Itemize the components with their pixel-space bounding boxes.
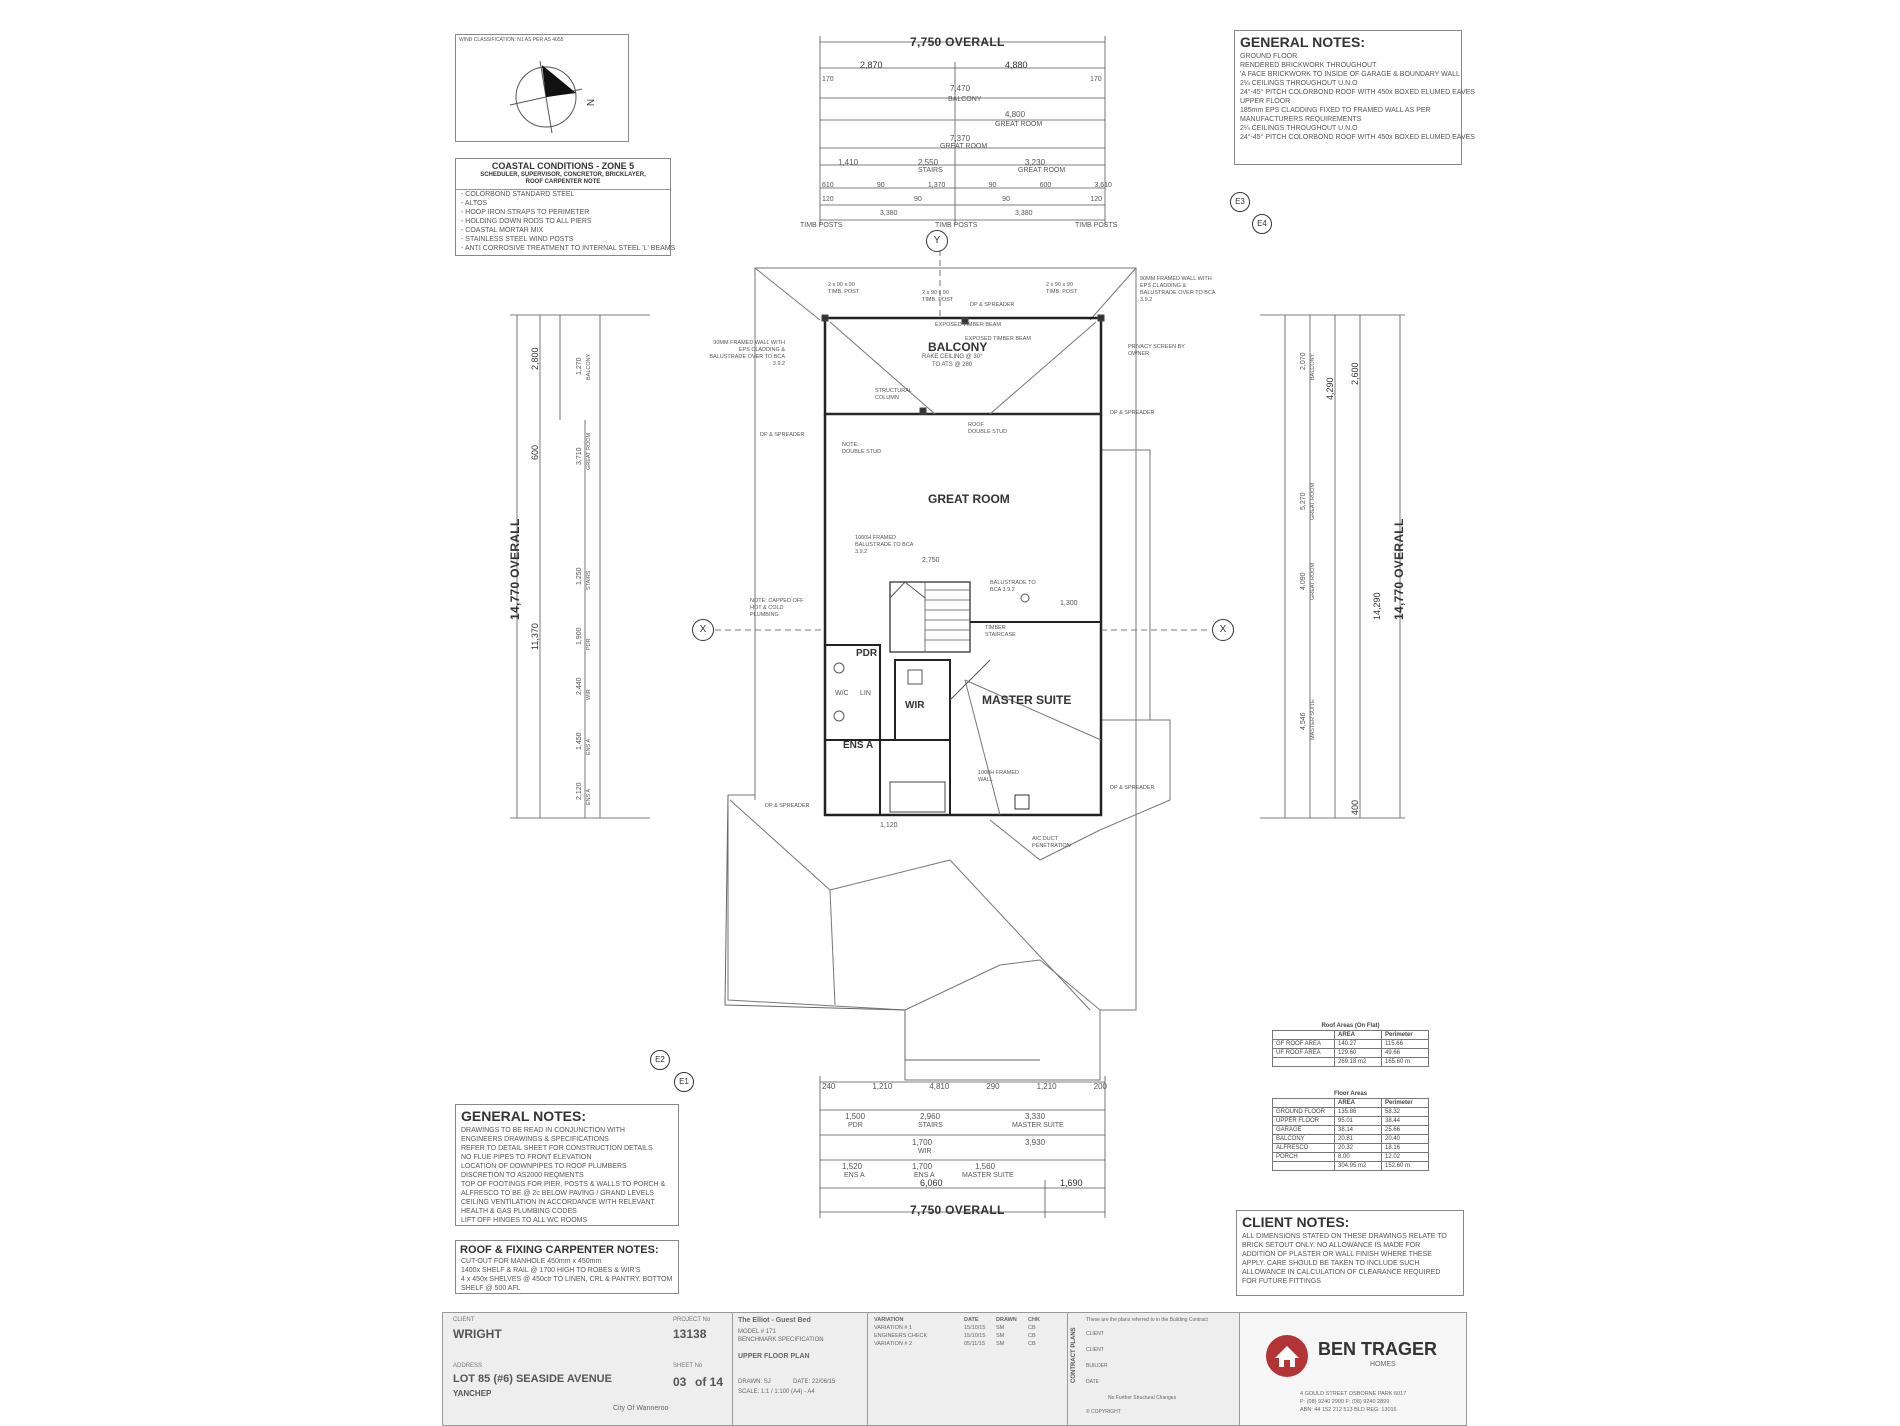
section-marker-x-right: X — [1212, 619, 1234, 641]
table-cell: 135.86 — [1335, 1108, 1382, 1117]
table-cell: GROUND FLOOR — [1273, 1108, 1335, 1117]
table-cell: 20.40 — [1382, 1135, 1429, 1144]
drawing-title: UPPER FLOOR PLAN — [738, 1353, 810, 1360]
left-dim-seg: 2,120 — [576, 782, 583, 800]
left-dim-seg-label: STAIRS — [586, 570, 592, 590]
top-end-mark-r: 170 — [1090, 76, 1102, 83]
note-timber-staircase: TIMBER STAIRCASE — [985, 625, 1016, 638]
right-dim-seg-label: GREAT ROOM — [1310, 562, 1316, 600]
table-cell: UPPER FLOOR — [1273, 1117, 1335, 1126]
top-dim-row1-b: 4,880 — [1005, 60, 1028, 70]
title-block-design — [732, 1312, 869, 1426]
site-suburb: YANCHEP — [453, 1389, 492, 1398]
right-dim-seg-label: BALCONY — [1310, 353, 1316, 380]
top-overall-dim: 7,750 OVERALL — [910, 35, 1005, 49]
top-dim-row4-a: 1,410 — [838, 158, 859, 167]
left-dim-seg-label: WIR — [586, 689, 592, 700]
room-balcony: BALCONY — [928, 340, 988, 354]
table-cell: 12.02 — [1382, 1153, 1429, 1162]
top-dim-row6-3: 120 — [1090, 196, 1102, 203]
table-header-cell: AREA — [1335, 1099, 1382, 1108]
elevation-marker-e1: E1 — [674, 1072, 694, 1092]
variation-header-cell: VARIATION — [874, 1317, 904, 1323]
bottom-dim-row2-b-label: STAIRS — [918, 1122, 943, 1129]
table-cell: 58.32 — [1382, 1108, 1429, 1117]
model-no: MODEL # 171 — [738, 1329, 776, 1335]
top-dim-row5-5: 3,610 — [1094, 182, 1112, 189]
note-line: GROUND FLOOR — [1240, 53, 1298, 60]
note-structural-column: STRUCTURAL COLUMN — [875, 388, 912, 401]
drawn-date: DATE: 22/06/15 — [793, 1379, 836, 1385]
top-dim-row7-a: 3,380 — [880, 210, 898, 217]
note-line: APPLY. CARE SHOULD BE TAKEN TO INCLUDE SUCH — [1242, 1260, 1420, 1267]
top-dim-row5-4: 600 — [1039, 182, 1052, 189]
top-dim-row1-a: 2,870 — [860, 60, 883, 70]
project-no: 13138 — [673, 1327, 707, 1341]
sign-date: DATE — [1086, 1379, 1099, 1385]
dim-2750: 2,750 — [922, 557, 940, 564]
table-cell: UF ROOF AREA — [1273, 1049, 1335, 1058]
left-dim-seg: 3,710 — [576, 447, 583, 465]
room-wc: W/C — [835, 690, 849, 697]
title-block-contract — [1067, 1312, 1241, 1426]
right-dim-c: 4,290 — [1325, 377, 1335, 400]
right-dim-seg: 5,270 — [1300, 492, 1307, 510]
table-cell: 18.16 — [1382, 1144, 1429, 1153]
bottom-dim-row3-a: 1,700 — [912, 1138, 933, 1147]
right-overall-dim: 14,770 OVERALL — [1392, 518, 1406, 620]
council: City Of Wanneroo — [613, 1405, 669, 1412]
top-dim-row5 — [822, 182, 1112, 189]
note-line: - COASTAL MORTAR MIX — [461, 227, 544, 234]
variation-cell: 15/10/15 — [964, 1325, 986, 1331]
sheet-no: 03 — [673, 1375, 687, 1389]
note-line: LOCATION OF DOWNPIPES TO ROOF PLUMBERS — [461, 1163, 627, 1170]
ben-trager-logo-icon — [1264, 1333, 1310, 1379]
variation-cell: VARIATION # 1 — [874, 1325, 913, 1331]
note-line: ADDITION OF PLASTER OR WALL FINISH WHERE THESE — [1242, 1251, 1432, 1258]
bottom-dim-row1-3: 290 — [986, 1082, 1000, 1091]
variation-cell: CB — [1028, 1341, 1036, 1347]
table-cell: 304.95 m2 — [1335, 1162, 1382, 1171]
table-cell: 165.60 m — [1382, 1058, 1429, 1067]
top-dim-row2a-label: BALCONY — [948, 96, 982, 103]
great-room-walls — [825, 414, 1101, 815]
note-line: ALFRESCO TO BE @ 2c BELOW PAVING / GRAND LEVELS — [461, 1190, 654, 1197]
table-cell: 49.66 — [1382, 1049, 1429, 1058]
sheet-of: of 14 — [695, 1375, 724, 1389]
note-line: 1400x SHELF & RAIL @ 1700 HIGH TO ROBES & WIR'S — [461, 1267, 641, 1274]
timb-posts-label-3: TIMB POSTS — [1075, 222, 1118, 229]
note-line: NO FLUE PIPES TO FRONT ELEVATION — [461, 1154, 592, 1161]
title-block-variations — [867, 1312, 1069, 1426]
section-marker-x-left: X — [692, 619, 714, 641]
top-dim-row6-0: 120 — [822, 196, 834, 203]
right-dim-seg: 4,546 — [1300, 712, 1307, 730]
table-cell: BALCONY — [1273, 1135, 1335, 1144]
variation-header-row — [874, 1317, 1062, 1323]
right-dim-end: 400 — [1350, 799, 1360, 815]
bottom-dim-row2-c-label: MASTER SUITE — [1012, 1122, 1064, 1129]
drawing-scale: SCALE: 1:1 / 1:100 (A4) - A4 — [738, 1389, 815, 1395]
note-framed-wall-bottom: 1000H FRAMED WALL — [978, 770, 1019, 783]
balcony-ceiling-note-2: TO ATS @ 280 — [932, 362, 973, 368]
bottom-dim-row4-c-label: MASTER SUITE — [962, 1172, 1014, 1179]
left-dim-seg-label: ENS A — [586, 738, 592, 755]
client-name: WRIGHT — [453, 1327, 502, 1341]
variation-cell: SM — [996, 1333, 1005, 1339]
elevation-marker-e3: E3 — [1230, 192, 1250, 212]
table-cell: GF ROOF AREA — [1273, 1040, 1335, 1049]
room-great-room: GREAT ROOM — [928, 492, 1010, 506]
general-notes-bottom-title: GENERAL NOTES: — [461, 1108, 586, 1124]
variation-cell: CB — [1028, 1325, 1036, 1331]
table-cell: 129.60 — [1335, 1049, 1382, 1058]
right-dim-seg: 2,070 — [1300, 352, 1307, 370]
bottom-dim-row4-c: 1,560 — [975, 1162, 996, 1171]
note-line: 'A FACE BRICKWORK TO INSIDE OF GARAGE & BOUNDARY WALL — [1240, 71, 1460, 78]
sheet-label: SHEET No — [673, 1363, 703, 1369]
bottom-dim-row3-b: 3,930 — [1025, 1138, 1046, 1147]
company-name: BEN TRAGER — [1318, 1339, 1438, 1359]
variation-cell: 15/10/15 — [964, 1333, 986, 1339]
note-line: TOP OF FOOTINGS FOR PIER, POSTS & WALLS TO PORCH & — [461, 1181, 666, 1188]
table-header-cell: AREA — [1335, 1031, 1382, 1040]
note-line: ALLOWANCE IN CALCULATION OF CLEARANCE REQUIRED — [1242, 1269, 1441, 1276]
note-exposed-beam: EXPOSED TIMBER BEAM — [935, 322, 1001, 328]
note-line: - COLORBOND STANDARD STEEL — [461, 191, 575, 198]
table-cell: GARAGE — [1273, 1126, 1335, 1135]
table-cell: 140.27 — [1335, 1040, 1382, 1049]
coastal-subtitle: SCHEDULER, SUPERVISOR, CONCRETOR, BRICKLAYER, ROOF CARPENTER NOTE — [480, 172, 646, 185]
upper-roof-outline — [728, 268, 1136, 1080]
bottom-dim-row2-a: 1,500 — [845, 1112, 866, 1121]
bottom-dim-row2-b: 2,960 — [920, 1112, 941, 1121]
variation-cell: CB — [1028, 1333, 1036, 1339]
bottom-overall-dim: 7,750 OVERALL — [910, 1203, 1005, 1217]
table-header-cell: Perimeter — [1382, 1099, 1429, 1108]
table-cell: PORCH — [1273, 1153, 1335, 1162]
note-dp-spreader-right: DP & SPREADER — [1110, 410, 1155, 416]
left-dim-seg: 1,450 — [576, 732, 583, 750]
left-dim-a: 11,370 — [530, 623, 540, 650]
left-dim-seg-label: BALCONY — [586, 353, 592, 380]
bottom-dim-row3-a-label: WIR — [918, 1148, 932, 1155]
note-line: UPPER FLOOR — [1240, 98, 1291, 105]
bottom-dim-row1-0: 240 — [822, 1082, 836, 1091]
bottom-dim-row5-b: 1,690 — [1060, 1178, 1083, 1188]
note-line: BRICK SETOUT ONLY. NO ALLOWANCE IS MADE FOR — [1242, 1242, 1421, 1249]
client-notes-title: CLIENT NOTES: — [1242, 1214, 1350, 1230]
contract-approve-text: These are the plans referred to in the Building Contract — [1086, 1317, 1208, 1323]
note-line: DISCRETION TO AS2000 REQMENTS — [461, 1172, 584, 1179]
sign-builder: BUILDER — [1086, 1363, 1108, 1369]
note-line: LIFT OFF HINGES TO ALL WC ROOMS — [461, 1217, 588, 1224]
room-ensuite: ENS A — [843, 740, 874, 751]
table-cell: 38.14 — [1335, 1126, 1382, 1135]
coastal-title: COASTAL CONDITIONS - ZONE 5 — [491, 161, 635, 171]
dim-1300: 1,300 — [1060, 600, 1078, 607]
top-dim-row4-b-label: STAIRS — [918, 167, 943, 174]
bottom-dim-row4-a-label: ENS A — [844, 1172, 865, 1179]
note-line: CEILING VENTILATION IN ACCORDANCE WITH RELEVANT — [461, 1199, 655, 1206]
note-line: DRAWINGS TO BE READ IN CONJUNCTION WITH — [461, 1127, 625, 1134]
variation-header-cell: DATE — [964, 1317, 979, 1323]
roof-fixing-title: ROOF & FIXING CARPENTER NOTES: — [460, 1244, 659, 1256]
wind-classification-title: WIND CLASSIFICATION: N1 AS PER AS 4055 — [459, 37, 564, 43]
note-line: - ANTI CORROSIVE TREATMENT TO INTERNAL STEEL 'L' BEAMS — [461, 245, 676, 252]
note-line: 24°-45° PITCH COLORBOND ROOF WITH 450x BOXED ELUMED EAVES — [1240, 89, 1475, 96]
note-line: CUT-OUT FOR MANHOLE 450mm x 450mm — [461, 1258, 602, 1265]
note-roof-double-stud: ROOF DOUBLE STUD — [968, 422, 1008, 435]
note-balustrade: BALUSTRADE TO BCA 3.9.2 — [990, 580, 1036, 593]
table-caption: Roof Areas (On Flat) — [1321, 1023, 1380, 1029]
variation-cell: 05/11/15 — [964, 1341, 986, 1347]
top-dim-row4-c-label: GREAT ROOM — [1018, 167, 1066, 174]
table-cell: 152.60 m — [1382, 1162, 1429, 1171]
left-dim-seg: 1,250 — [576, 567, 583, 585]
top-dim-row5-0: 610 — [822, 182, 834, 189]
company-sub: HOMES — [1370, 1361, 1396, 1368]
note-line: - STAINLESS STEEL WIND POSTS — [461, 236, 574, 243]
company-address-3: ABN: 44 152 212 513 BLD REG: 13016 — [1300, 1407, 1397, 1413]
bottom-dim-row2-a-label: PDR — [848, 1122, 863, 1129]
left-dim-b: 2,800 — [530, 347, 540, 370]
table-header-cell: Perimeter — [1382, 1031, 1429, 1040]
variations-table — [874, 1317, 1062, 1347]
right-dim-a: 14,290 — [1372, 592, 1382, 620]
variation-cell: ENGINEERS CHECK — [874, 1333, 928, 1339]
note-dp-spreader-top: DP & SPREADER — [970, 302, 1015, 308]
variation-header-cell: DRAWN — [996, 1317, 1017, 1323]
balcony-ceiling-note: RAKE CEILING @ 30° — [922, 354, 983, 360]
note-timb-post-right: 2 x 90 x 90 TIMB. POST — [1046, 282, 1078, 295]
note-double-stud: NOTE: DOUBLE STUD — [842, 442, 882, 455]
bottom-dim-row5-a: 6,060 — [920, 1178, 943, 1188]
site-address: LOT 85 (#6) SEASIDE AVENUE — [453, 1373, 612, 1385]
top-dim-row3-label: GREAT ROOM — [940, 143, 988, 150]
note-framed-wall-right: 90MM FRAMED WALL WITH EPS CLADDING & BALUSTRADE OVER TO BCA 3.9.2 — [1140, 276, 1216, 303]
project-no-label: PROJECT No — [673, 1317, 711, 1323]
company-address-1: 4 GOULD STREET OSBORNE PARK 6017 — [1300, 1391, 1407, 1397]
note-line: RENDERED BRICKWORK THROUGHOUT — [1240, 62, 1377, 69]
note-timb-post-left: 2 x 90 x 90 TIMB. POST — [828, 282, 860, 295]
staircase — [890, 582, 970, 652]
table-cell: 38.44 — [1382, 1117, 1429, 1126]
note-dp-spreader-left: DP & SPREADER — [760, 432, 805, 438]
section-marker-y: Y — [926, 230, 948, 252]
note-line: 2¼ CEILINGS THROUGHOUT U.N.O — [1240, 80, 1358, 87]
variation-cell: SM — [996, 1341, 1005, 1347]
bottom-dim-row2-c: 3,330 — [1025, 1112, 1046, 1121]
ensuite-walls — [825, 740, 950, 815]
table-cell: 20.32 — [1335, 1144, 1382, 1153]
right-dim-seg: 4,090 — [1300, 572, 1307, 590]
table-cell: 269.18 m2 — [1335, 1058, 1382, 1067]
copyright-note: No Further Structural Changes — [1108, 1395, 1177, 1401]
note-dp-spreader-bottom-left: DP & SPREADER — [765, 803, 810, 809]
top-dim-row2b-label: GREAT ROOM — [995, 121, 1043, 128]
room-linen: LIN — [860, 690, 871, 697]
note-privacy-screen: PRIVACY SCREEN BY OWNER — [1128, 344, 1185, 357]
client-label: CLIENT — [453, 1317, 475, 1323]
bottom-dim-row4-b: 1,700 — [912, 1162, 933, 1171]
lower-roof-outline — [725, 795, 1040, 1060]
sign-client-1: CLIENT — [1086, 1331, 1104, 1337]
left-dim-seg: 2,440 — [576, 677, 583, 695]
note-line: FOR FUTURE FITTINGS — [1242, 1278, 1321, 1285]
table-cell: 115.66 — [1382, 1040, 1429, 1049]
note-line: - HOOP IRON STRAPS TO PERIMETER — [461, 209, 590, 216]
right-dim-b: 2,600 — [1350, 362, 1360, 385]
bottom-dim-row4-b-label: ENS A — [914, 1172, 935, 1179]
note-line: - HOLDING DOWN RODS TO ALL PIERS — [461, 218, 592, 225]
note-ac-duct: A/C DUCT PENETRATION — [1032, 836, 1071, 849]
top-dim-row4-b: 2,550 — [918, 158, 939, 167]
top-dim-row2a: 7,470 — [950, 84, 971, 93]
bottom-dim-row1-4: 1,210 — [1036, 1082, 1057, 1091]
left-dim-seg-label: GREAT ROOM — [586, 432, 592, 470]
top-dim-row2b: 4,800 — [1005, 110, 1026, 119]
note-line: REFER TO DETAIL SHEET FOR CONSTRUCTION DETAILS — [461, 1145, 653, 1152]
top-dim-row6 — [822, 196, 1102, 203]
variation-row — [874, 1325, 1062, 1331]
left-dim-c: 600 — [530, 444, 540, 460]
variation-cell: VARIATION # 2 — [874, 1341, 913, 1347]
room-wir: WIR — [905, 700, 925, 711]
title-block-company — [1239, 1312, 1467, 1426]
left-dim-seg-label: ENS A — [586, 788, 592, 805]
left-dim-seg-label: PDR — [586, 638, 592, 650]
variation-row — [874, 1341, 1062, 1347]
note-framed-balustrade: 1000H FRAMED BALUSTRADE TO BCA 3.9.2 — [855, 535, 914, 555]
table-cell: 8.00 — [1335, 1153, 1382, 1162]
room-master-suite: MASTER SUITE — [982, 693, 1072, 707]
elevation-marker-e2: E2 — [650, 1050, 670, 1070]
top-dim-row6-2: 90 — [1002, 196, 1010, 203]
note-line: 185mm EPS CLADDING FIXED TO FRAMED WALL AS PER — [1240, 107, 1431, 114]
bottom-dim-row1-5: 200 — [1093, 1082, 1107, 1091]
bottom-dim-row1-1: 1,210 — [872, 1082, 893, 1091]
note-line: MANUFACTURERS REQUIREMENTS — [1240, 116, 1362, 123]
drawn-by: DRAWN: SJ — [738, 1379, 771, 1385]
company-address-2: P: (08) 9240 2900 F: (08) 9240 2899 — [1300, 1399, 1390, 1405]
room-pdr: PDR — [856, 648, 878, 659]
top-end-mark-l: 170 — [822, 76, 834, 83]
top-dim-row3: 7,370 — [950, 134, 971, 143]
top-dim-row4-c: 3,230 — [1025, 158, 1046, 167]
sign-client-2: CLIENT — [1086, 1347, 1104, 1353]
design-name: The Elliot - Guest Bed — [738, 1317, 811, 1324]
left-dim-seg: 1,900 — [576, 627, 583, 645]
left-overall-dim: 14,770 OVERALL — [508, 518, 522, 620]
note-line: ALL DIMENSIONS STATED ON THESE DRAWINGS RELATE TO — [1242, 1233, 1447, 1240]
top-dim-row7-b: 3,380 — [1015, 210, 1033, 217]
bottom-dim-row1 — [822, 1082, 1107, 1091]
note-line: ENGINEERS DRAWINGS & SPECIFICATIONS — [461, 1136, 609, 1143]
timb-posts-label-2: TIMB POSTS — [935, 222, 978, 229]
note-line: 4 x 450x SHELVES @ 450ctr TO LINEN, CRL & PANTRY. BOTTOM — [461, 1276, 673, 1283]
top-dim-row5-1: 90 — [876, 182, 885, 189]
table-cell: 95.01 — [1335, 1117, 1382, 1126]
address-label: ADDRESS — [453, 1363, 483, 1369]
bottom-dim-row1-2: 4,810 — [929, 1082, 950, 1091]
note-framed-wall-left: 90MM FRAMED WALL WITH EPS CLADDING & BALUSTRADE OVER TO BCA 3.9.2 — [709, 340, 785, 367]
top-dim-row5-3: 90 — [988, 182, 997, 189]
copyright: © COPYRIGHT — [1086, 1409, 1121, 1415]
left-dim-seg: 1,270 — [576, 357, 583, 375]
top-dim-row6-1: 90 — [914, 196, 922, 203]
contract-plans-label: CONTRACT PLANS — [1071, 1327, 1077, 1383]
bottom-dim-row4-a: 1,520 — [842, 1162, 863, 1171]
elevation-marker-e4: E4 — [1252, 214, 1272, 234]
table-cell: 25.66 — [1382, 1126, 1429, 1135]
right-dim-seg-label: GREAT ROOM — [1310, 482, 1316, 520]
note-line: 24°-45° PITCH COLORBOND ROOF WITH 450x BOXED ELUMED EAVES — [1240, 134, 1475, 141]
table-cell: 20.81 — [1335, 1135, 1382, 1144]
variation-header-cell: CHK — [1028, 1317, 1040, 1323]
specification: BENCHMARK SPECIFICATION — [738, 1337, 824, 1343]
right-dim-seg-label: MASTER SUITE — [1310, 699, 1316, 740]
note-line: HEALTH & GAS PLUMBING CODES — [461, 1208, 577, 1215]
variation-row — [874, 1333, 1062, 1339]
note-line: SHELF @ 500 AFL — [461, 1285, 521, 1292]
note-line: 2¼ CEILINGS THROUGHOUT U.N.O — [1240, 125, 1358, 132]
table-cell: ALFRESCO — [1273, 1144, 1335, 1153]
general-notes-title: GENERAL NOTES: — [1240, 34, 1365, 50]
dim-1120: 1,120 — [880, 822, 898, 829]
title-block-client — [442, 1312, 734, 1426]
note-timb-post-mid: 2 x 90 x 90 TIMB. POST — [922, 290, 954, 303]
note-dp-spreader-bottom-right: DP & SPREADER — [1110, 785, 1155, 791]
top-dim-row5-2: 1,370 — [927, 182, 946, 189]
table-caption: Floor Areas — [1333, 1091, 1368, 1097]
note-exposed-beam-2: EXPOSED TIMBER BEAM — [965, 336, 1031, 342]
note-line: - ALTOS — [461, 200, 488, 207]
timb-posts-label-1: TIMB POSTS — [800, 222, 843, 229]
variation-cell: SM — [996, 1325, 1005, 1331]
note-capped-plumbing: NOTE: CAPPED OFF HOT & COLD PLUMBING — [750, 598, 804, 618]
north-letter: N — [584, 98, 596, 107]
